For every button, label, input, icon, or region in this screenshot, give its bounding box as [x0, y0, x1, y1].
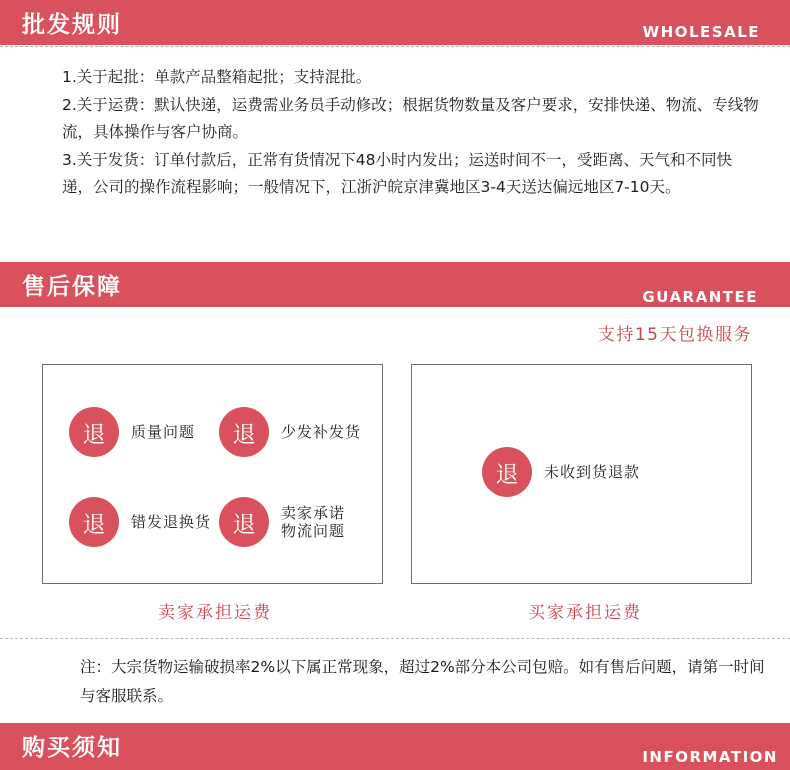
return-item-quality — [69, 407, 195, 457]
wholesale-rules — [62, 64, 762, 202]
guarantee-banner — [0, 262, 790, 307]
return-badge-icon: 退 — [482, 447, 532, 497]
return-item-label-line: 卖家承诺 — [281, 504, 346, 522]
purchase-banner — [0, 723, 790, 770]
return-item-missing — [219, 407, 361, 457]
divider — [0, 46, 790, 47]
wholesale-title: 批发规则 — [22, 12, 122, 38]
rule-item: 3.关于发货：订单付款后，正常有货情况下48小时内发出；运送时间不一，受距离、天气和不同快递，公司的操作流程影响；一般情况下，江浙沪皖京津冀地区3-4天送达偏远地区7-10天。 — [62, 150, 733, 196]
return-item-label: 少发补发货 — [281, 423, 362, 441]
guarantee-subtitle: GUARANTEE — [642, 288, 758, 306]
seller-pays-shipping: 卖家承担运费 — [158, 603, 272, 623]
divider — [0, 638, 790, 639]
rule-item: 2.关于运费：默认快递，运费需业务员手动修改；根据货物数量及客户要求，安排快递、物流、专线物流，具体操作与客户协商。 — [62, 95, 759, 141]
return-badge-icon: 退 — [69, 407, 119, 457]
return-item-label-line: 物流问题 — [281, 522, 346, 540]
return-badge-icon: 退 — [219, 407, 269, 457]
return-badge-icon: 退 — [219, 497, 269, 547]
buyer-pays-shipping: 买家承担运费 — [528, 603, 642, 623]
damage-note: 注：大宗货物运输破损率2%以下属正常现象，超过2%部分本公司包赔。如有售后问题，请第一时间与客服联系。 — [80, 658, 765, 705]
return-item-label: 错发退换货 — [131, 513, 212, 531]
return-item-wrong — [69, 497, 211, 547]
wholesale-subtitle: WHOLESALE — [642, 23, 760, 41]
return-item-not-received — [482, 447, 640, 497]
purchase-subtitle: INFORMATION — [642, 748, 778, 766]
guarantee-title: 售后保障 — [22, 274, 122, 300]
return-item-label: 质量问题 — [131, 423, 196, 441]
seller-responsibility-box — [42, 364, 383, 584]
exchange-promise: 支持15天包换服务 — [597, 325, 752, 345]
return-item-logistics — [219, 497, 345, 547]
buyer-responsibility-box — [411, 364, 752, 584]
rule-item: 1.关于起批：单款产品整箱起批；支持混批。 — [62, 68, 372, 86]
purchase-title: 购买须知 — [22, 735, 122, 761]
wholesale-banner — [0, 0, 790, 45]
return-item-label — [281, 504, 345, 540]
return-badge-icon: 退 — [69, 497, 119, 547]
return-item-label: 未收到货退款 — [544, 463, 641, 481]
